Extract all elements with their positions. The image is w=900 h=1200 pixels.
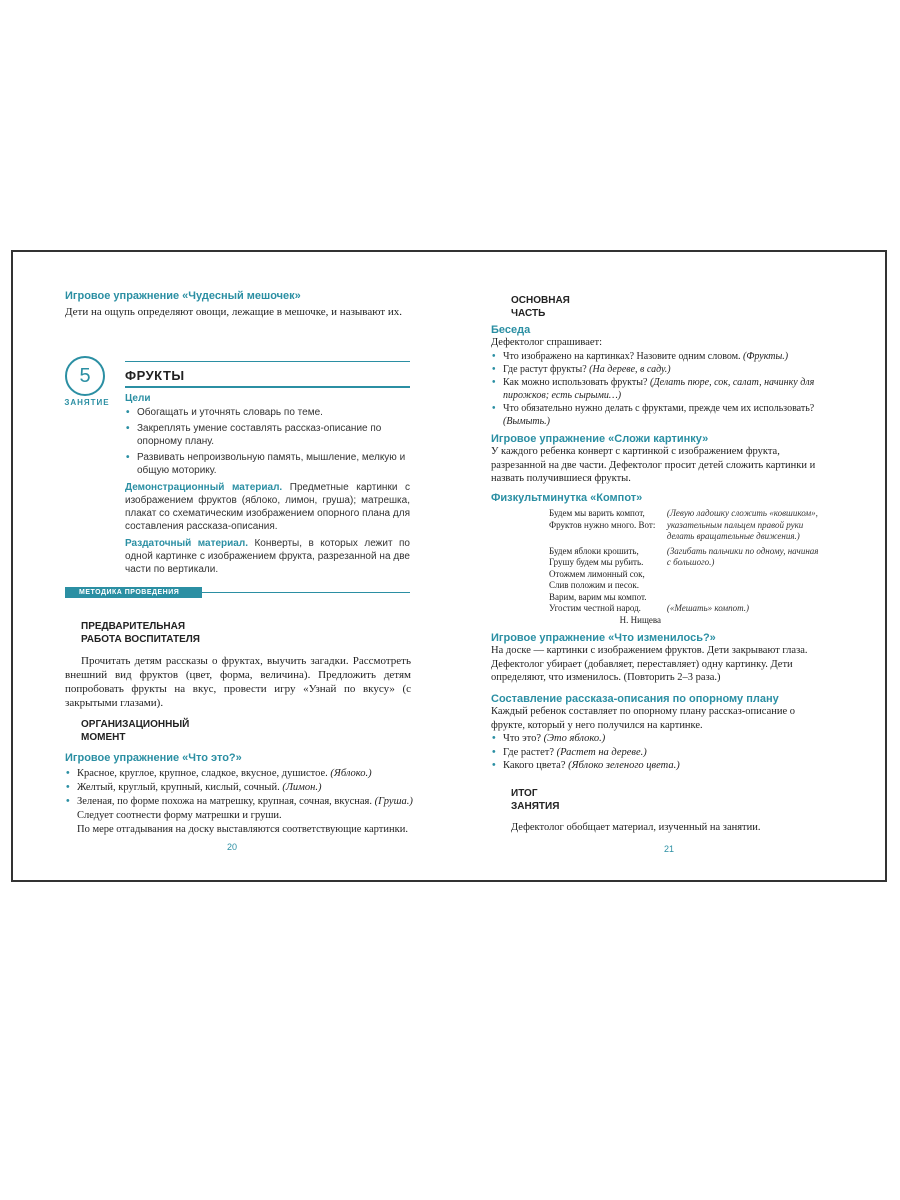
story-text: Каждый ребенок составляет по опорному плану рассказ-описание о фрукте, который у него получился на картинке.	[491, 706, 796, 731]
plan-item: • Где растет? (Растет на дереве.)	[491, 746, 831, 760]
exercise-picture-text: У каждого ребенка конверт с картинкой с изображением фрукта, разрезанной на две части. Дефектолог просит детей сложить картинки и назвать получившиеся фрукты.	[491, 446, 816, 484]
question-item: • Что обязательно нужно делать с фруктами, прежде чем их использовать? (Вымыть.)	[491, 402, 831, 428]
poem-row: Угостим честной народ. («Мешать» компот.)	[549, 603, 749, 613]
exercise-picture-heading: Игровое упражнение «Сложи картинку»	[491, 433, 709, 445]
poem-row: Будем мы варить компот, (Левую ладошку сложить «ковшиком»,	[549, 508, 818, 518]
poem	[549, 508, 831, 626]
topic-rule-bottom	[125, 386, 410, 388]
book-spread	[11, 250, 887, 882]
summary-heading-line1: ИТОГ	[511, 788, 538, 799]
goals-list	[125, 406, 410, 477]
lesson-topic: ФРУКТЫ	[125, 368, 185, 383]
talk-heading: Беседа	[491, 324, 531, 336]
fizminutka-heading: Физкультминутка «Компот»	[491, 492, 643, 504]
method-rule	[202, 592, 410, 593]
method-section-bar	[65, 587, 410, 598]
goal-item: • Развивать непроизвольную память, мышление, мелкую и общую моторику.	[125, 451, 410, 477]
exercise-bag-text: Дети на ощупь определяют овощи, лежащие в мешочке, и называют их.	[65, 306, 403, 318]
page-number-left: 20	[227, 842, 238, 852]
main-heading-line2: ЧАСТЬ	[511, 308, 546, 319]
handout-material	[125, 537, 410, 576]
prelim-heading	[81, 620, 200, 646]
demo-material-label: Демонстрационный материал.	[125, 482, 283, 493]
poem-row: Будем яблоки крошить, (Загибать пальчики по одному, начиная	[549, 545, 819, 556]
story-heading: Составление рассказа-описания по опорному плану	[491, 693, 779, 705]
talk-intro: Дефектолог спрашивает:	[491, 337, 603, 348]
prelim-heading-line2: РАБОТА ВОСПИТАТЕЛЯ	[81, 634, 200, 645]
poem-row: делать вращательные движения.)	[666, 531, 800, 541]
question-item: • Где растут фрукты? (На дереве, в саду.)	[491, 363, 831, 376]
topic-rule-top	[125, 361, 410, 362]
fizminutka-block	[491, 492, 831, 626]
lesson-label: ЗАНЯТИЕ	[64, 398, 110, 407]
story-list	[491, 732, 831, 773]
exercise-picture-block	[491, 433, 831, 486]
prelim-text: Прочитать детям рассказы о фруктах, выучить загадки. Рассмотреть внешний вид фруктов (цвет, форма, величина). Предложить детям попробовать фрукты на вкус, провести игру «Узнай по вкусу» (с закрытыми глазами).	[65, 655, 411, 709]
talk-block	[491, 324, 831, 428]
exercise-what-block	[65, 752, 415, 837]
exercise-what-heading: Игровое упражнение «Что это?»	[65, 752, 242, 764]
summary-text: Дефектолог обобщает материал, изученный на занятии.	[511, 822, 761, 833]
riddle-note-1: Следует соотнести форму матрешки и груши.	[77, 810, 282, 821]
riddle-note-2: По мере отгадывания на доску выставляются соответствующие картинки.	[77, 824, 408, 835]
main-heading	[511, 294, 570, 320]
org-heading	[81, 718, 189, 744]
demo-material	[125, 481, 410, 533]
talk-list	[491, 350, 831, 428]
question-item: • Что изображено на картинках? Назовите одним словом. (Фрукты.)	[491, 350, 831, 363]
story-block	[491, 693, 831, 773]
poem-row: Отожмем лимонный сок,	[549, 568, 645, 579]
goals-heading: Цели	[125, 393, 151, 404]
org-heading-line2: МОМЕНТ	[81, 732, 126, 743]
main-heading-line1: ОСНОВНАЯ	[511, 295, 570, 306]
riddle-item: • Зеленая, по форме похожа на матрешку, крупная, сочная, вкусная. (Груша.)	[65, 795, 415, 809]
handout-material-label: Раздаточный материал.	[125, 538, 248, 549]
exercise-bag-heading: Игровое упражнение «Чудесный мешочек»	[65, 290, 301, 302]
exercise-changed-text: На доске — картинки с изображением фруктов. Дети закрывают глаза. Дефектолог убирает (добавляет, переставляет) одну картинку. Дети определяют, что изменилось. (Повторить 2–3 раза.)	[491, 645, 808, 683]
exercise-changed-heading: Игровое упражнение «Что изменилось?»	[491, 632, 716, 644]
plan-item: • Какого цвета? (Яблоко зеленого цвета.)	[491, 759, 831, 773]
question-item: • Как можно использовать фрукты? (Делать пюре, сок, салат, начинку для пирожков; есть сырыми…)	[491, 376, 831, 402]
lesson-number: 5	[65, 356, 105, 396]
goal-item: • Обогащать и уточнять словарь по теме.	[125, 406, 410, 419]
page-number-right: 21	[664, 844, 675, 854]
poem-author: Н. Нищева	[619, 614, 661, 625]
handout-material-text: Конверты, в которых лежит по одной картинке с изображением фрукта, разрезанной на две части по вертикали.	[125, 538, 410, 575]
goal-item: • Закреплять умение составлять рассказ-описание по опорному плану.	[125, 422, 410, 448]
riddle-item: • Красное, круглое, крупное, сладкое, вкусное, душистое. (Яблоко.)	[65, 767, 415, 781]
lesson-details	[125, 393, 410, 576]
exercise-changed-block	[491, 632, 831, 685]
left-page	[13, 252, 453, 880]
right-page	[453, 252, 885, 880]
summary-heading	[511, 787, 559, 813]
poem-row: Слив положим и песок.	[549, 580, 639, 590]
riddle-item: • Желтый, круглый, крупный, кислый, сочный. (Лимон.)	[65, 781, 415, 795]
method-tab: МЕТОДИКА ПРОВЕДЕНИЯ	[65, 587, 202, 598]
prelim-heading-line1: ПРЕДВАРИТЕЛЬНАЯ	[81, 621, 186, 632]
poem-row: Грушу будем мы рубить. с большого.)	[549, 557, 715, 567]
exercise-what-list	[65, 767, 415, 809]
poem-row: Варим, варим мы компот.	[549, 591, 647, 602]
exercise-bag-block	[65, 290, 415, 319]
summary-heading-line2: ЗАНЯТИЯ	[511, 801, 560, 812]
org-heading-line1: ОРГАНИЗАЦИОННЫЙ	[81, 719, 190, 730]
demo-material-text: Предметные картинки с изображением фруктов (яблоко, лимон, груша); матрешка, плакат со схематическим изображением опорного плана для составления рассказа-описания.	[125, 482, 410, 532]
plan-item: • Что это? (Это яблоко.)	[491, 732, 831, 746]
poem-row: Фруктов нужно много. Вот: указательным пальцем правой руки	[549, 519, 804, 530]
